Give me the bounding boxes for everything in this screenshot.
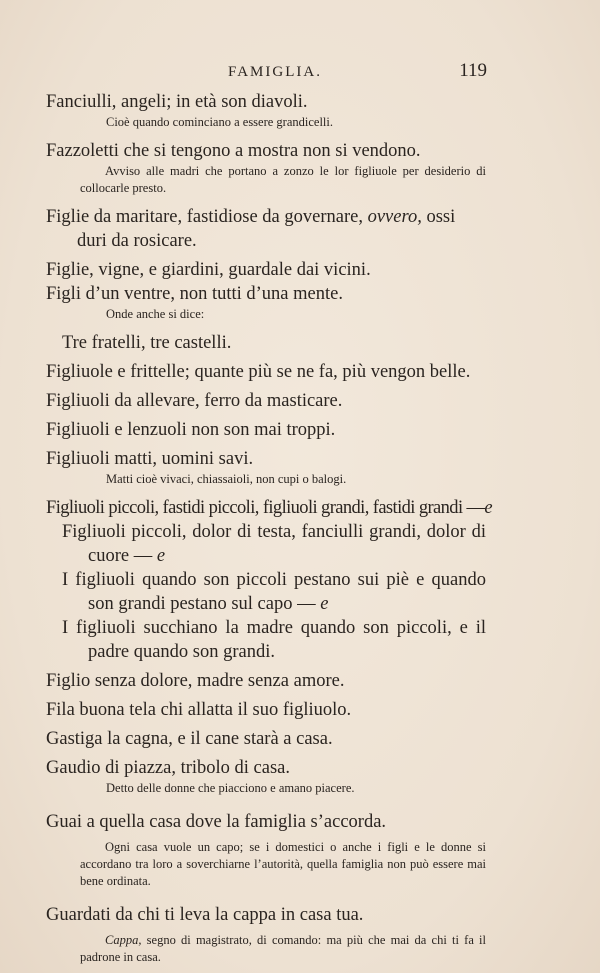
- proverb-entry: [62, 568, 486, 616]
- proverb-entry: Figlie, vigne, e giardini, guardale dai vicini.: [46, 260, 371, 280]
- proverb-entry: Figlio senza dolore, madre senza amore.: [46, 671, 345, 691]
- proverb-entry: [46, 496, 493, 520]
- page-header: [0, 60, 600, 84]
- proverb-entry: Figli d’un ventre, non tutti d’una mente.: [46, 284, 343, 304]
- proverb-text: Figlie da maritare, fastidiose da governare,: [46, 207, 363, 227]
- proverb-text: I figliuoli quando son piccoli pestano sui piè e quando son grandi pestano sul capo —: [62, 570, 486, 614]
- proverb-entry: Figliuoli e lenzuoli non son mai troppi.: [46, 420, 336, 440]
- proverb-entry: Gastiga la cagna, e il cane starà a casa.: [46, 729, 333, 749]
- proverb-entry: Fanciulli, angeli; in età son diavoli.: [46, 92, 308, 112]
- proverb-entry: Tre fratelli, tre castelli.: [62, 333, 232, 353]
- proverb-entry: Guardati da chi ti leva la cappa in casa tua.: [46, 905, 364, 925]
- proverb-entry: Guai a quella casa dove la famiglia s’accorda.: [46, 812, 387, 832]
- proverb-entry: Figliuole e frittelle; quante più se ne fa, più vengon belle.: [46, 362, 471, 382]
- proverb-note: Onde anche si dice:: [106, 307, 205, 321]
- proverb-text: Figliuoli piccoli, dolor di testa, fanciulli grandi, dolor di cuore —: [62, 522, 486, 566]
- running-title: FAMIGLIA.: [228, 64, 322, 80]
- page-number: 119: [459, 60, 487, 81]
- proverb-variant-marker: e: [156, 546, 166, 566]
- proverb-note: Ogni casa vuole un capo; se i domestici o anche i figli e le donne si accordano tra loro a soverchiarne l’autorità, quella famiglia non può essere mai bene ordinata.: [80, 840, 486, 888]
- proverb-list: [46, 90, 493, 969]
- proverb-note: Avviso alle madri che portano a zonzo le lor figliuole per desiderio di collocarle presto.: [80, 164, 486, 195]
- proverb-variant-marker: ovvero,: [367, 207, 422, 227]
- proverb-entry: Figliuoli da allevare, ferro da masticare.: [46, 391, 343, 411]
- proverb-text: Figliuoli piccoli, fastidi piccoli, figliuoli grandi, fastidi grandi —: [46, 498, 485, 518]
- proverb-entry: Fila buona tela chi allatta il suo figliuolo.: [46, 700, 352, 720]
- proverb-entry: [46, 205, 486, 253]
- proverb-note: Detto delle donne che piacciono e amano piacere.: [106, 781, 355, 795]
- proverb-variant-marker: e: [320, 594, 329, 614]
- proverb-entry: I figliuoli succhiano la madre quando son piccoli, e il padre quando son grandi.: [62, 618, 486, 662]
- proverb-entry: Fazzoletti che si tengono a mostra non si vendono.: [46, 141, 421, 161]
- proverb-entry: Gaudio di piazza, tribolo di casa.: [46, 758, 291, 778]
- proverb-entry: [62, 520, 486, 568]
- note-text: segno di magistrato, di comando: ma più che mai da chi ti fa il padrone in casa.: [80, 933, 487, 964]
- note-keyword: Cappa,: [105, 933, 142, 947]
- proverb-note: Cioè quando cominciano a essere grandicelli.: [106, 115, 334, 129]
- proverb-variant-marker: e: [484, 498, 493, 518]
- proverb-text: ossi duri da rosicare.: [77, 207, 456, 251]
- proverb-entry: Figliuoli matti, uomini savi.: [46, 449, 254, 469]
- proverb-note: Matti cioè vivaci, chiassaioli, non cupi o balogi.: [106, 472, 347, 486]
- proverb-note: [46, 932, 486, 966]
